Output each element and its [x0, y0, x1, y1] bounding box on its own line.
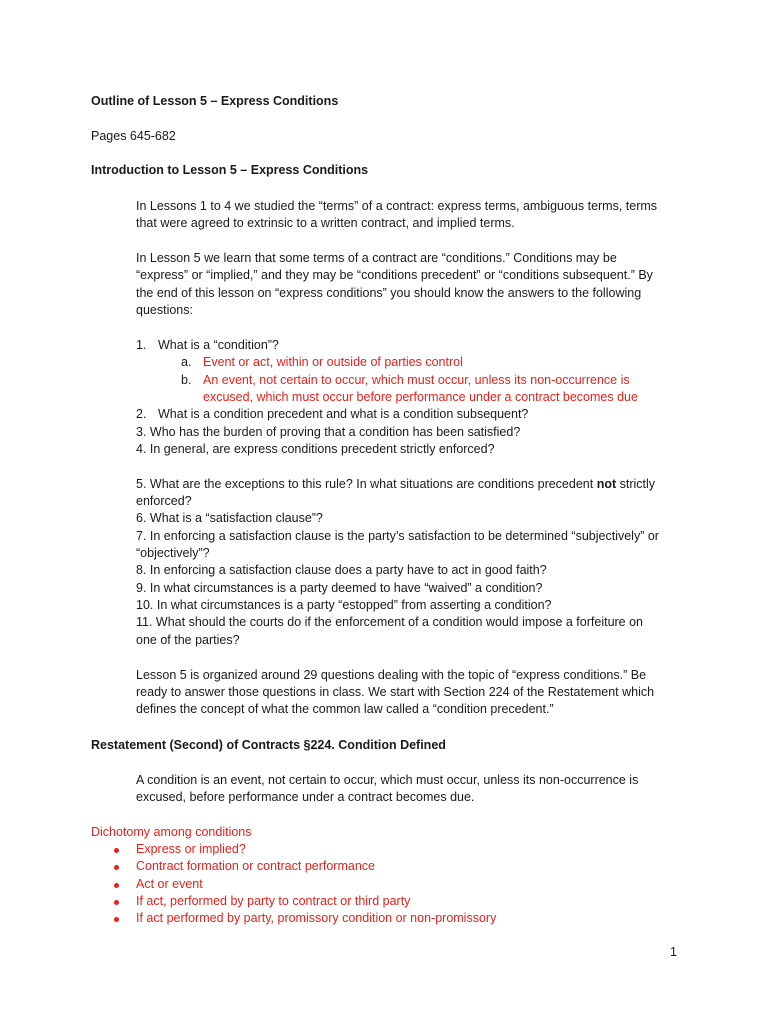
question-number: 2.	[136, 407, 147, 421]
answer-b: excused, which must occur before performance under a contract becomes due	[203, 390, 638, 404]
question-5-cont: enforced?	[136, 494, 192, 508]
answer-a: Event or act, within or outside of parties control	[203, 355, 463, 369]
bullet-dot	[114, 848, 119, 853]
para3-line: defines the concept of what the common law called a “condition precedent.”	[136, 702, 554, 716]
para2-line: the end of this lesson on “express conditions” you should know the answers to the following	[136, 286, 642, 300]
question-2: What is a condition precedent and what is a condition subsequent?	[158, 407, 529, 421]
para3-line: ready to answer those questions in class. We start with Section 224 of the Restatement which	[136, 685, 655, 699]
question-11: 11. What should the courts do if the enforcement of a condition would impose a forfeiture on	[136, 615, 644, 629]
para2-line: “express” or “implied,” and they may be “conditions precedent” or “conditions subsequent.” By	[136, 268, 653, 282]
para1-line: that were agreed to extrinsic to a written contract, and implied terms.	[136, 216, 515, 230]
question-5-text: 5. What are the exceptions to this rule? In what situations are conditions precedent	[136, 477, 597, 491]
question-11-cont: one of the parties?	[136, 633, 240, 647]
bullet-dot	[114, 865, 119, 870]
bullet-dot	[114, 917, 119, 922]
para2-line: In Lesson 5 we learn that some terms of a contract are “conditions.” Conditions may be	[136, 251, 617, 265]
para4-line: excused, before performance under a contract becomes due.	[136, 790, 475, 804]
question-6: 6. What is a “satisfaction clause”?	[136, 511, 323, 525]
para2-line: questions:	[136, 303, 193, 317]
document-title: Outline of Lesson 5 – Express Conditions	[91, 94, 339, 108]
dichotomy-heading: Dichotomy among conditions	[91, 825, 252, 839]
question-9: 9. In what circumstances is a party deemed to have “waived” a condition?	[136, 581, 543, 595]
para3-line: Lesson 5 is organized around 29 questions dealing with the topic of “express conditions.” Be	[136, 668, 647, 682]
question-8: 8. In enforcing a satisfaction clause does a party have to act in good faith?	[136, 563, 547, 577]
intro-heading: Introduction to Lesson 5 – Express Conditions	[91, 163, 369, 177]
answer-letter: a.	[181, 355, 192, 369]
answer-letter: b.	[181, 373, 192, 387]
dichotomy-item: Contract formation or contract performance	[136, 859, 375, 873]
question-5-emphasis: not	[596, 477, 617, 491]
restatement-heading: Restatement (Second) of Contracts §224. Condition Defined	[91, 738, 446, 752]
dichotomy-item: If act, performed by party to contract or third party	[136, 894, 411, 908]
page-number: 1	[670, 945, 677, 959]
para1-line: In Lessons 1 to 4 we studied the “terms” of a contract: express terms, ambiguous terms, terms	[136, 199, 658, 213]
question-7: 7. In enforcing a satisfaction clause is the party’s satisfaction to be determined “subjectively” or	[136, 529, 659, 543]
dichotomy-item: Express or implied?	[136, 842, 246, 856]
question-number: 1.	[136, 338, 147, 352]
dichotomy-item: Act or event	[136, 877, 203, 891]
dichotomy-item: If act performed by party, promissory condition or non-promissory	[136, 911, 497, 925]
question-10: 10. In what circumstances is a party “estopped” from asserting a condition?	[136, 598, 552, 612]
question-5-text: strictly	[616, 477, 656, 491]
question-7-cont: “objectively”?	[136, 546, 210, 560]
question-1: What is a “condition”?	[158, 338, 279, 352]
bullet-dot	[114, 883, 119, 888]
answer-b: An event, not certain to occur, which must occur, unless its non-occurrence is	[203, 373, 630, 387]
question-5	[136, 476, 655, 493]
para4-line: A condition is an event, not certain to occur, which must occur, unless its non-occurrence is	[136, 773, 639, 787]
question-4: 4. In general, are express conditions precedent strictly enforced?	[136, 442, 495, 456]
bullet-dot	[114, 900, 119, 905]
question-3: 3. Who has the burden of proving that a condition has been satisfied?	[136, 425, 521, 439]
page-range: Pages 645-682	[91, 129, 176, 143]
